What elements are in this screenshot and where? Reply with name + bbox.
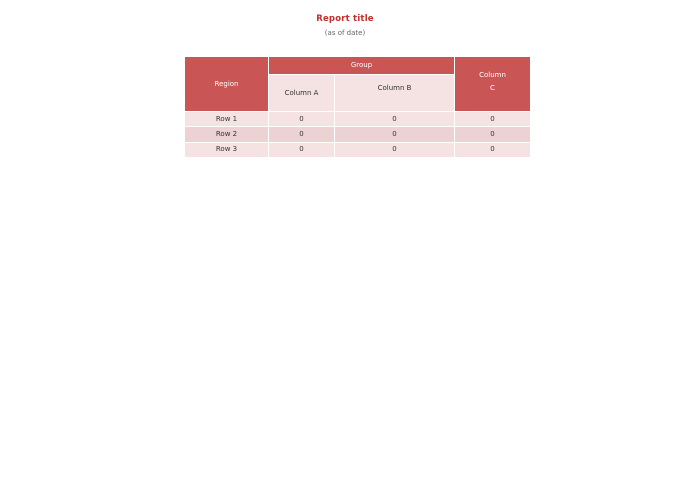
cell-region: Row 1 xyxy=(185,112,269,127)
header-col-a: Column A xyxy=(269,75,335,112)
header-col-c-line2: C xyxy=(490,83,495,92)
cell-c: 0 xyxy=(455,112,531,127)
page-subtitle: (as of date) xyxy=(324,29,366,37)
cell-b: 0 xyxy=(335,127,455,142)
header-region: Region xyxy=(185,57,269,112)
header-col-b-line1: Column B xyxy=(377,84,412,92)
cell-b: 0 xyxy=(335,112,455,127)
header-group: Group xyxy=(269,57,455,75)
table-row xyxy=(185,142,531,157)
header-col-c-line1: Column xyxy=(479,70,506,79)
page-title: Report title xyxy=(316,14,374,24)
cell-region: Row 2 xyxy=(185,127,269,142)
header-col-c xyxy=(455,57,531,112)
cell-c: 0 xyxy=(455,142,531,157)
table-row xyxy=(185,127,531,142)
cell-a: 0 xyxy=(269,127,335,142)
cell-a: 0 xyxy=(269,112,335,127)
cell-a: 0 xyxy=(269,142,335,157)
data-table xyxy=(184,56,531,158)
table-row xyxy=(185,112,531,127)
table-body xyxy=(185,112,531,158)
cell-b: 0 xyxy=(335,142,455,157)
cell-c: 0 xyxy=(455,127,531,142)
header-col-b xyxy=(335,75,455,112)
cell-region: Row 3 xyxy=(185,142,269,157)
